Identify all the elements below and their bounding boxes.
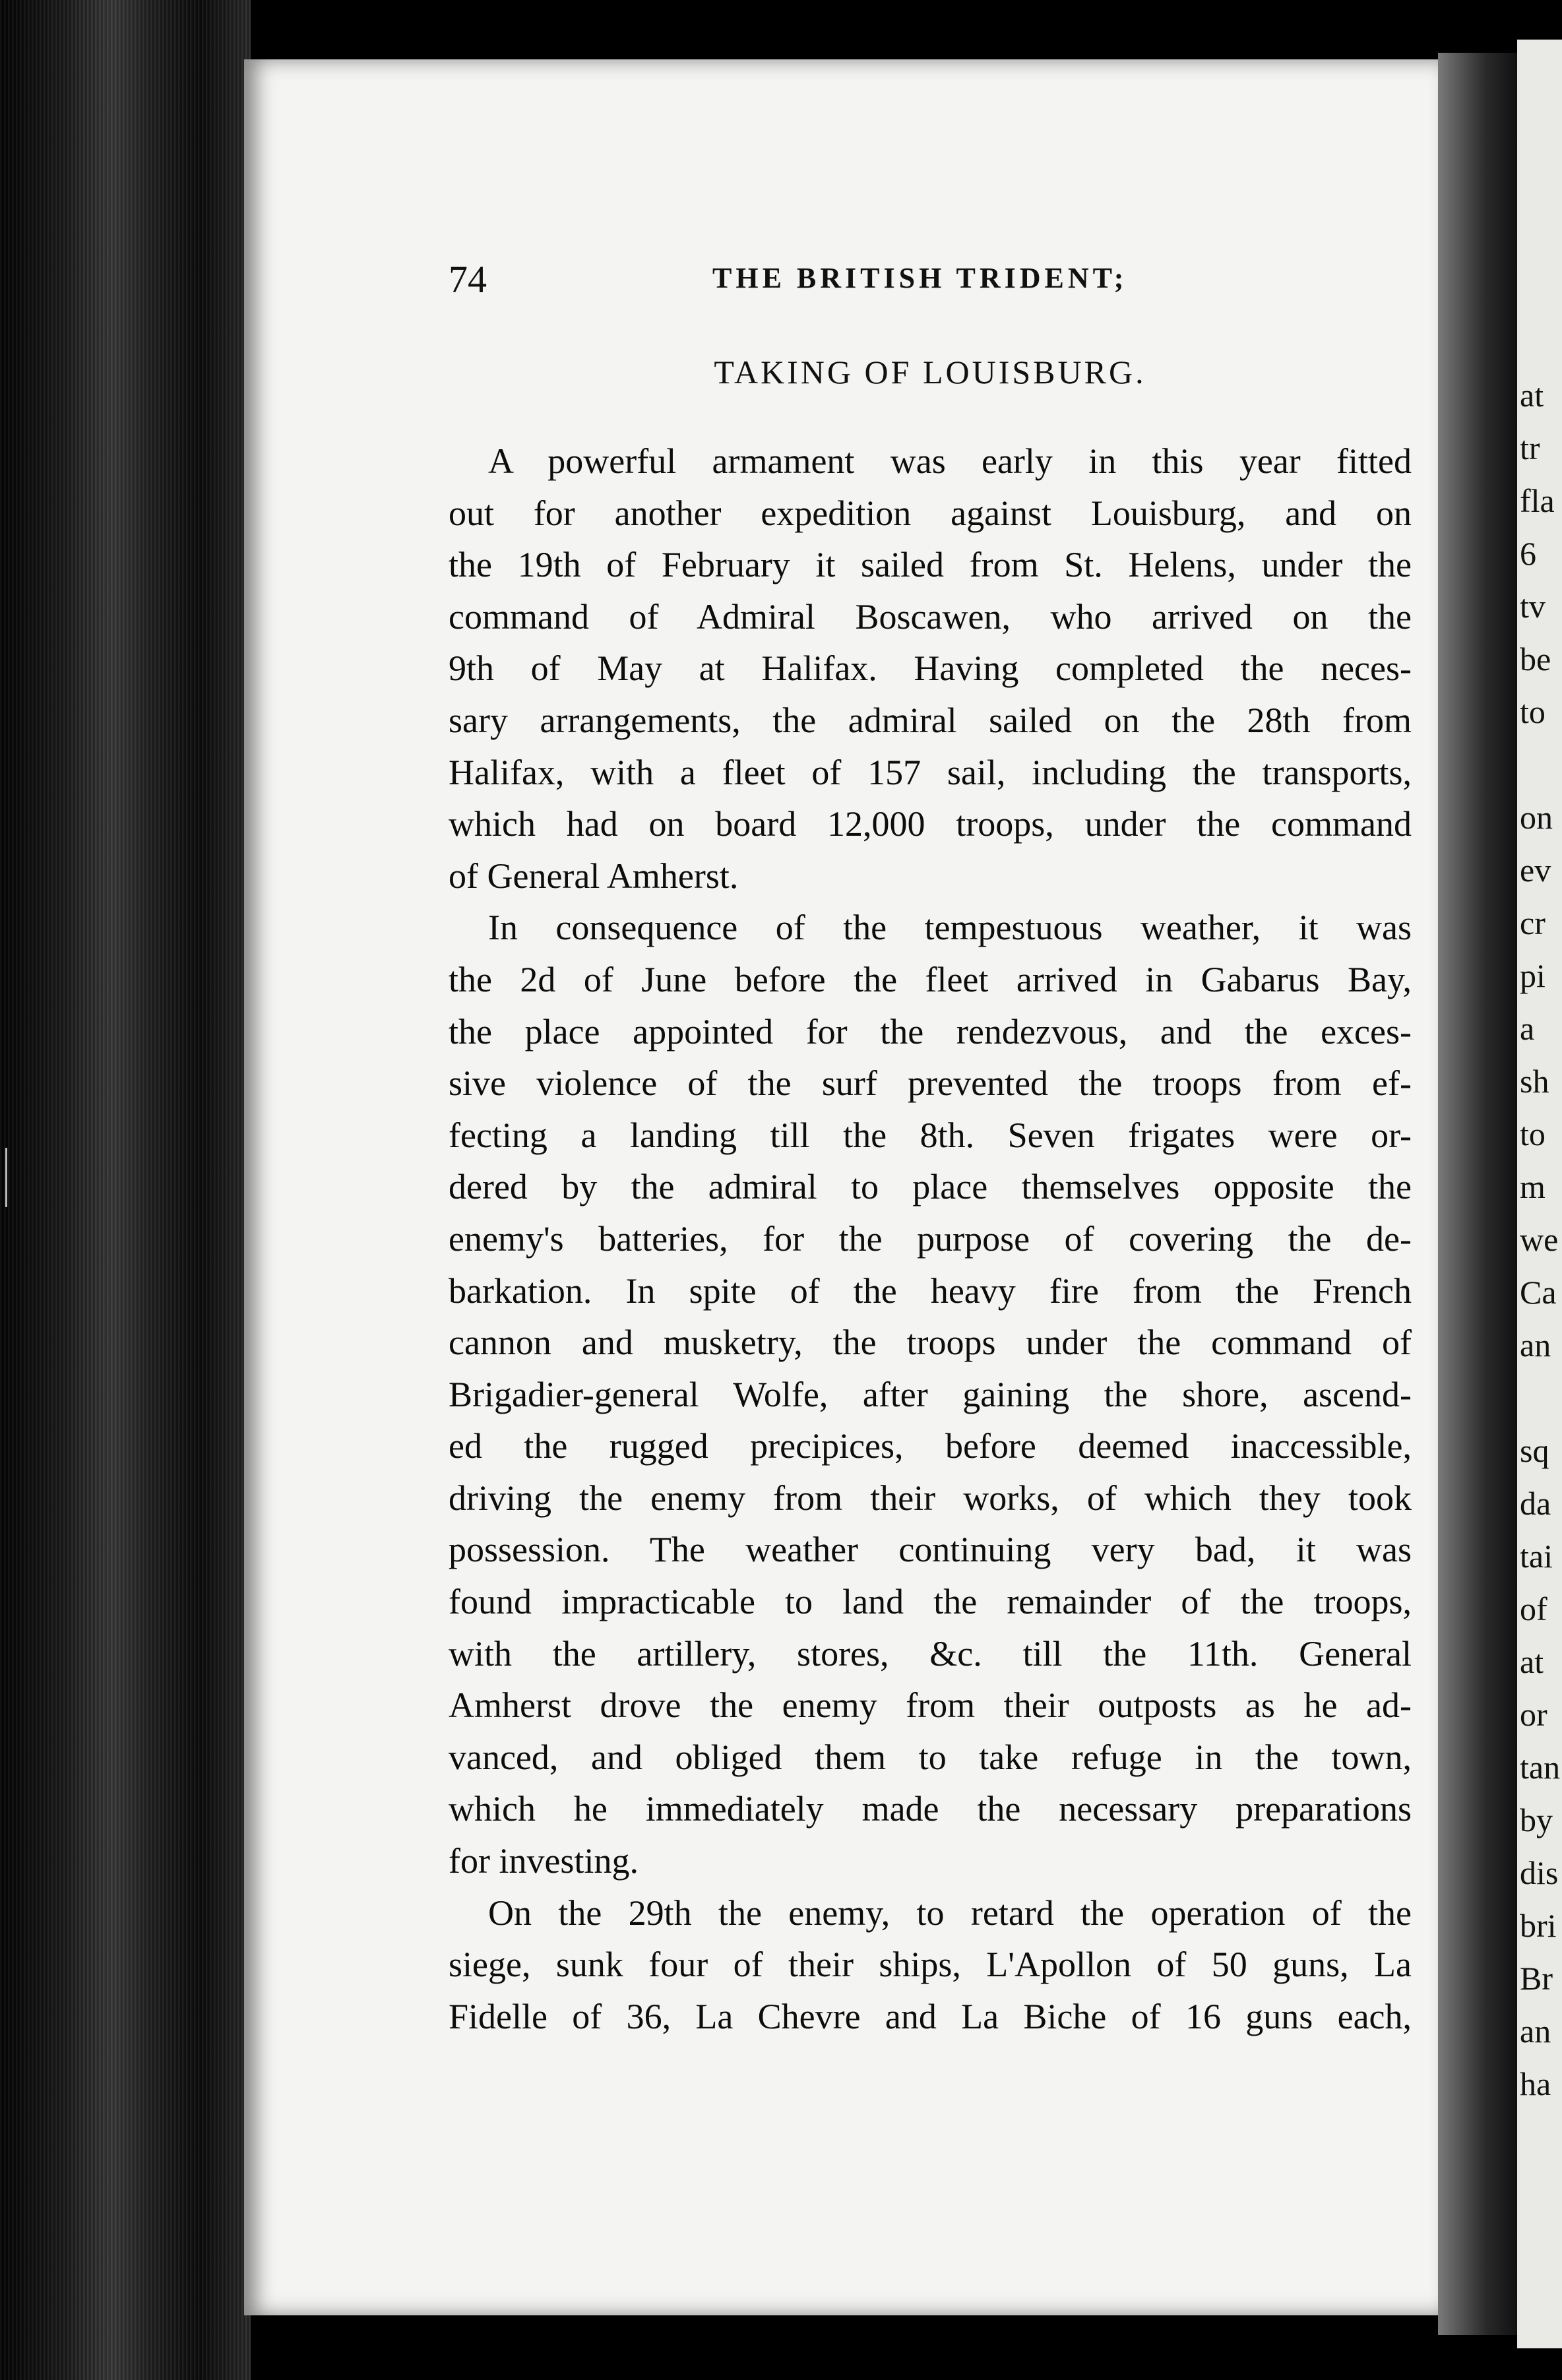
- page-number: 74: [449, 258, 487, 301]
- text-line: vanced, and obliged them to take refuge in the town,: [449, 1737, 1412, 1777]
- text-line: fecting a landing till the 8th. Seven frigates were or-: [449, 1115, 1412, 1155]
- facing-page-fragment: tan: [1520, 1749, 1561, 1786]
- paragraph: [449, 435, 1412, 902]
- text-line: cannon and musketry, the troops under the command of: [449, 1323, 1412, 1363]
- facing-page-edge: [1517, 40, 1562, 2348]
- section-title: TAKING OF LOUISBURG.: [714, 354, 1146, 391]
- text-line: the place appointed for the rendezvous, and the exces-: [449, 1011, 1412, 1051]
- text-line: for investing.: [449, 1841, 639, 1881]
- text-line: with the artillery, stores, &c. till the 11th. General: [449, 1633, 1412, 1674]
- facing-page-fragment: at: [1520, 377, 1544, 414]
- text-line: which he immediately made the necessary preparations: [449, 1789, 1412, 1829]
- facing-page-fragment: pi: [1520, 957, 1546, 994]
- facing-page-fragment: a: [1520, 1010, 1535, 1047]
- facing-page-fragment: to: [1520, 1115, 1546, 1152]
- facing-page-fragment: by: [1520, 1801, 1553, 1838]
- text-line: barkation. In spite of the heavy fire from the French: [449, 1270, 1412, 1311]
- text-line: Halifax, with a fleet of 157 sail, including the transports,: [449, 752, 1412, 792]
- facing-page-fragment: to: [1520, 693, 1546, 730]
- text-line: the 19th of February it sailed from St. Helens, under the: [449, 545, 1412, 585]
- facing-page-fragment: tv: [1520, 588, 1546, 625]
- text-line: found impracticable to land the remainder of the troops,: [449, 1582, 1412, 1622]
- running-head: THE BRITISH TRIDENT;: [712, 262, 1128, 294]
- body-text: [449, 435, 1412, 2042]
- facing-page-fragment: of: [1520, 1590, 1547, 1627]
- text-line: dered by the admiral to place themselves opposite the: [449, 1167, 1412, 1207]
- edge-mark: [5, 1148, 7, 1207]
- text-line: Brigadier-general Wolfe, after gaining the shore, ascend-: [449, 1374, 1412, 1414]
- text-line: possession. The weather continuing very bad, it was: [449, 1530, 1412, 1570]
- text-line: A powerful armament was early in this year fitted: [488, 441, 1412, 481]
- text-line: sary arrangements, the admiral sailed on the 28th from: [449, 700, 1412, 740]
- facing-page-fragment: Ca: [1520, 1274, 1557, 1311]
- text-line: which had on board 12,000 troops, under the command: [449, 804, 1412, 844]
- text-line: sive violence of the surf prevented the troops from ef-: [449, 1063, 1412, 1104]
- paragraph: [449, 1887, 1412, 2043]
- facing-page-fragment: 6: [1520, 535, 1536, 572]
- facing-page-fragment: tai: [1520, 1538, 1553, 1575]
- facing-page-fragment: be: [1520, 641, 1551, 677]
- facing-page-fragment: ha: [1520, 2065, 1551, 2102]
- facing-page-fragment: Br: [1520, 1960, 1553, 1997]
- facing-page-fragment: on: [1520, 799, 1553, 836]
- text-line: On the 29th the enemy, to retard the operation of the: [488, 1893, 1412, 1933]
- gutter-shadow: [1438, 53, 1517, 2335]
- text-line: enemy's batteries, for the purpose of covering the de-: [449, 1218, 1412, 1259]
- facing-page-fragment: m: [1520, 1168, 1546, 1205]
- facing-page-fragment: we: [1520, 1221, 1559, 1258]
- facing-page-fragment: dis: [1520, 1854, 1559, 1891]
- paragraph: [449, 902, 1412, 1887]
- facing-page-fragment: bri: [1520, 1907, 1557, 1944]
- facing-page-fragment: at: [1520, 1643, 1544, 1680]
- facing-page-fragment: an: [1520, 2013, 1551, 2050]
- facing-page-fragment: da: [1520, 1485, 1551, 1522]
- facing-page-fragment: cr: [1520, 904, 1546, 941]
- facing-page-fragment: tr: [1520, 429, 1540, 466]
- text-line: Fidelle of 36, La Chevre and La Biche of 16 guns each,: [449, 1996, 1412, 2036]
- text-line: out for another expedition against Louisburg, and on: [449, 493, 1412, 533]
- facing-page-fragments: [1517, 40, 1562, 2348]
- text-line: driving the enemy from their works, of which they took: [449, 1478, 1412, 1518]
- text-line: command of Admiral Boscawen, who arrived on the: [449, 596, 1412, 637]
- facing-page-fragment: sh: [1520, 1063, 1549, 1100]
- facing-page-fragment: ev: [1520, 852, 1551, 889]
- page-header: [449, 257, 1346, 301]
- text-line: 9th of May at Halifax. Having completed the neces-: [449, 648, 1412, 689]
- text-line: the 2d of June before the fleet arrived in Gabarus Bay,: [449, 959, 1412, 999]
- text-line: siege, sunk four of their ships, L'Apollon of 50 guns, La: [449, 1945, 1412, 1985]
- text-line: ed the rugged precipices, before deemed inaccessible,: [449, 1426, 1412, 1466]
- text-line: Amherst drove the enemy from their outposts as he ad-: [449, 1685, 1412, 1726]
- spine-texture: [0, 0, 251, 2380]
- text-line: In consequence of the tempestuous weather, it was: [488, 908, 1412, 948]
- facing-page-fragment: or: [1520, 1696, 1547, 1733]
- facing-page-fragment: fla: [1520, 482, 1555, 519]
- facing-page-fragment: sq: [1520, 1432, 1549, 1469]
- text-line: of General Amherst.: [449, 856, 739, 896]
- facing-page-fragment: an: [1520, 1327, 1551, 1363]
